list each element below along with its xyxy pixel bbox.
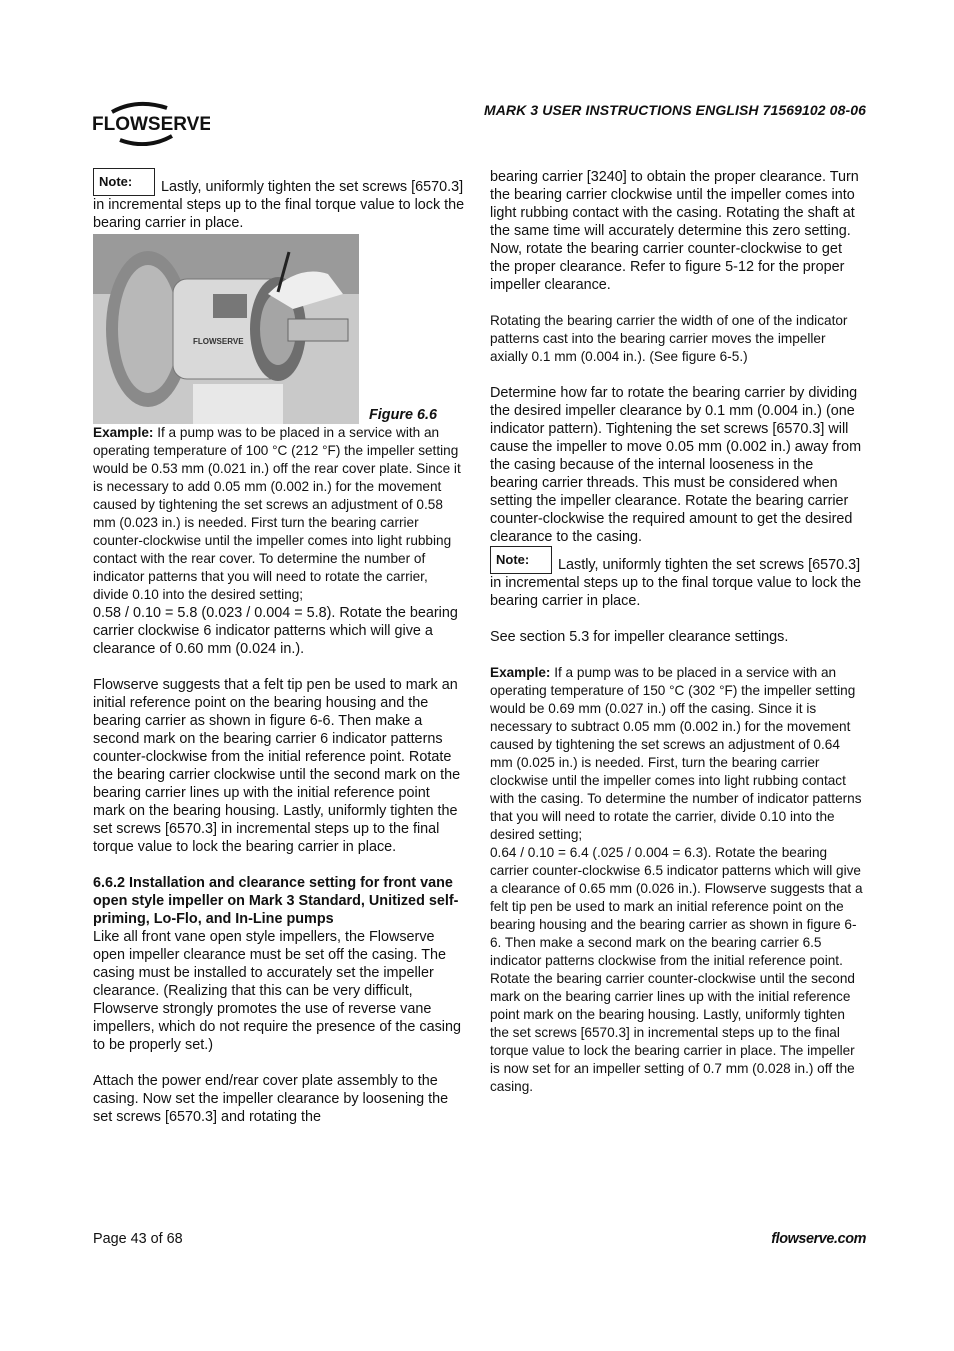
example-label: Example: [93,425,154,440]
see-section-paragraph: See section 5.3 for impeller clearance settings. [490,629,789,645]
logo-text: FLOWSERVE [92,114,210,135]
page-number: Page 43 of 68 [93,1231,183,1247]
right-column [490,168,864,1096]
photo-brand-text: FLOWSERVE [193,337,244,346]
example-text: If a pump was to be placed in a service with an operating temperature of 100 °C (212 °F) the impeller setting would be 0.53 mm (0.021 in.) off the rear cover plate. Since it is necessary to add 0.05 mm (0.002 in.) for the movement caused by tightening the set screws an adjustment of 0.58 mm (0.023 in.) is needed. First turn the bearing carrier counter-clockwise until the impeller comes into light rubbing contact with the rear cover. To determine the number of indicator patterns that you will need to rotate the carrier, divide 0.10 into the desired setting; [93,425,461,602]
section-heading: 6.6.2 Installation and clearance setting for front vane open style impeller on Mark 3 Standard, Unitized self-priming, Lo-Flo, and In-Line pumps [93,875,459,927]
example-label: Example: [490,665,551,680]
rotating-paragraph: Rotating the bearing carrier the width of one of the indicator patterns cast into the bearing carrier moves the impeller axially 0.1 mm (0.004 in.). (See figure 6-5.) [490,313,848,364]
note-text: Lastly, uniformly tighten the set screws [6570.3] in incremental steps up to the final torque value to lock the bearing carrier in place. [93,179,465,231]
example-paragraph-2 [490,664,864,844]
open-impeller-paragraph: Like all front vane open style impellers, the Flowserve open impeller clearance must be set off the casing. The casing must be installed to accurately set the impeller clearance. (Realizing that this can be very difficult, Flowserve strongly promotes the use of reverse vane impellers, which do not require the presence of the casing to be properly set.) [93,929,461,1053]
example-text: If a pump was to be placed in a service with an operating temperature of 150 °C (302 °F) the impeller setting would be 0.69 mm (0.027 in.) off the casing. Since it is necessary to subtract 0.05 mm (0.002 in.) for the movement caused by tightening the set screws an adjustment of 0.64 mm (0.025 in.) is needed. First, turn the bearing carrier clockwise until the impeller comes into light rubbing contact with the casing. To determine the number of indicator patterns that you will need to rotate the carrier, divide 0.10 into the desired setting; [490,665,862,842]
pump-photo [93,234,359,424]
calc-paragraph: 0.58 / 0.10 = 5.8 (0.023 / 0.004 = 5.8). Rotate the bearing carrier clockwise 6 indicator patterns which will give a clearance of 0.60 mm (0.024 in.). [93,605,458,657]
calc-paragraph-2: 0.64 / 0.10 = 6.4 (.025 / 0.004 = 6.3). Rotate the bearing carrier counter-clockwise 6.5 indicator patterns which will give a clearance of 0.65 mm (0.026 in.). Flowserve suggests that a felt tip pen be used to mark an initial reference point on the bearing housing and the bearing carrier as shown in figure 6-6. Then make a second mark on the bearing carrier 6.5 indicator patterns clockwise from the initial reference point. Rotate the bearing carrier counter-clockwise until the second mark on the bearing carrier lines up with the initial reference point mark on the bearing housing. Lastly, uniformly tighten the set screws [6570.3] in incremental steps up to the final torque value to lock the bearing carrier in place. The impeller is now set for an impeller setting of 0.7 mm (0.028 in.) off the casing. [490,845,863,1094]
figure-caption: Figure 6.6 [369,407,437,423]
attach-paragraph: Attach the power end/rear cover plate assembly to the casing. Now set the impeller clearance by loosening the set screws [6570.3] and rotating the [93,1073,449,1125]
note-icon: Note: [93,168,155,196]
example-paragraph [93,424,465,604]
flowserve-logo [92,100,210,146]
document-title: MARK 3 USER INSTRUCTIONS ENGLISH 71569102 08-06 [483,102,866,118]
note-paragraph [93,168,465,232]
continued-paragraph: bearing carrier [3240] to obtain the proper clearance. Turn the bearing carrier clockwise until the impeller comes into light rubbing contact with the casing. Rotating the shaft at the same time will accurately determine this zero setting. Now, rotate the bearing carrier counter-clockwise to get the proper clearance. Refer to figure 5-12 for the proper impeller clearance. [490,169,859,293]
left-column [93,168,465,1126]
determine-paragraph: Determine how far to rotate the bearing carrier by dividing the desired impeller clearance by 0.1 mm (0.004 in.) (one indicator pattern). Tightening the set screws [6570.3] will cause the impeller to move 0.05 mm (0.002 in.) away from the casing because of the internal looseness in the bearing carrier threads. This must be considered when setting the impeller clearance. Rotate the bearing carrier counter-clockwise the required amount to get the desired clearance to the casing. [490,385,862,545]
figure-row [93,234,465,424]
note-icon: Note: [490,546,552,574]
felt-pen-paragraph: Flowserve suggests that a felt tip pen be used to mark an initial reference point on the bearing housing and the bearing carrier as shown in figure 6-6. Then make a second mark on the bearing carrier 6 indicator patterns counter-clockwise from the initial reference point. Rotate the bearing carrier clockwise until the second mark on the bearing carrier lines up with the initial reference point mark on the bearing housing. Lastly, uniformly tighten the set screws [6570.3] in incremental steps up to the final torque value to lock the bearing carrier in place. [93,677,461,855]
note-text: Lastly, uniformly tighten the set screws [6570.3] in incremental steps up to the final torque value to lock the bearing carrier in place. [490,557,862,609]
website-link: flowserve.com [771,1231,866,1247]
note-paragraph-2 [490,546,864,610]
